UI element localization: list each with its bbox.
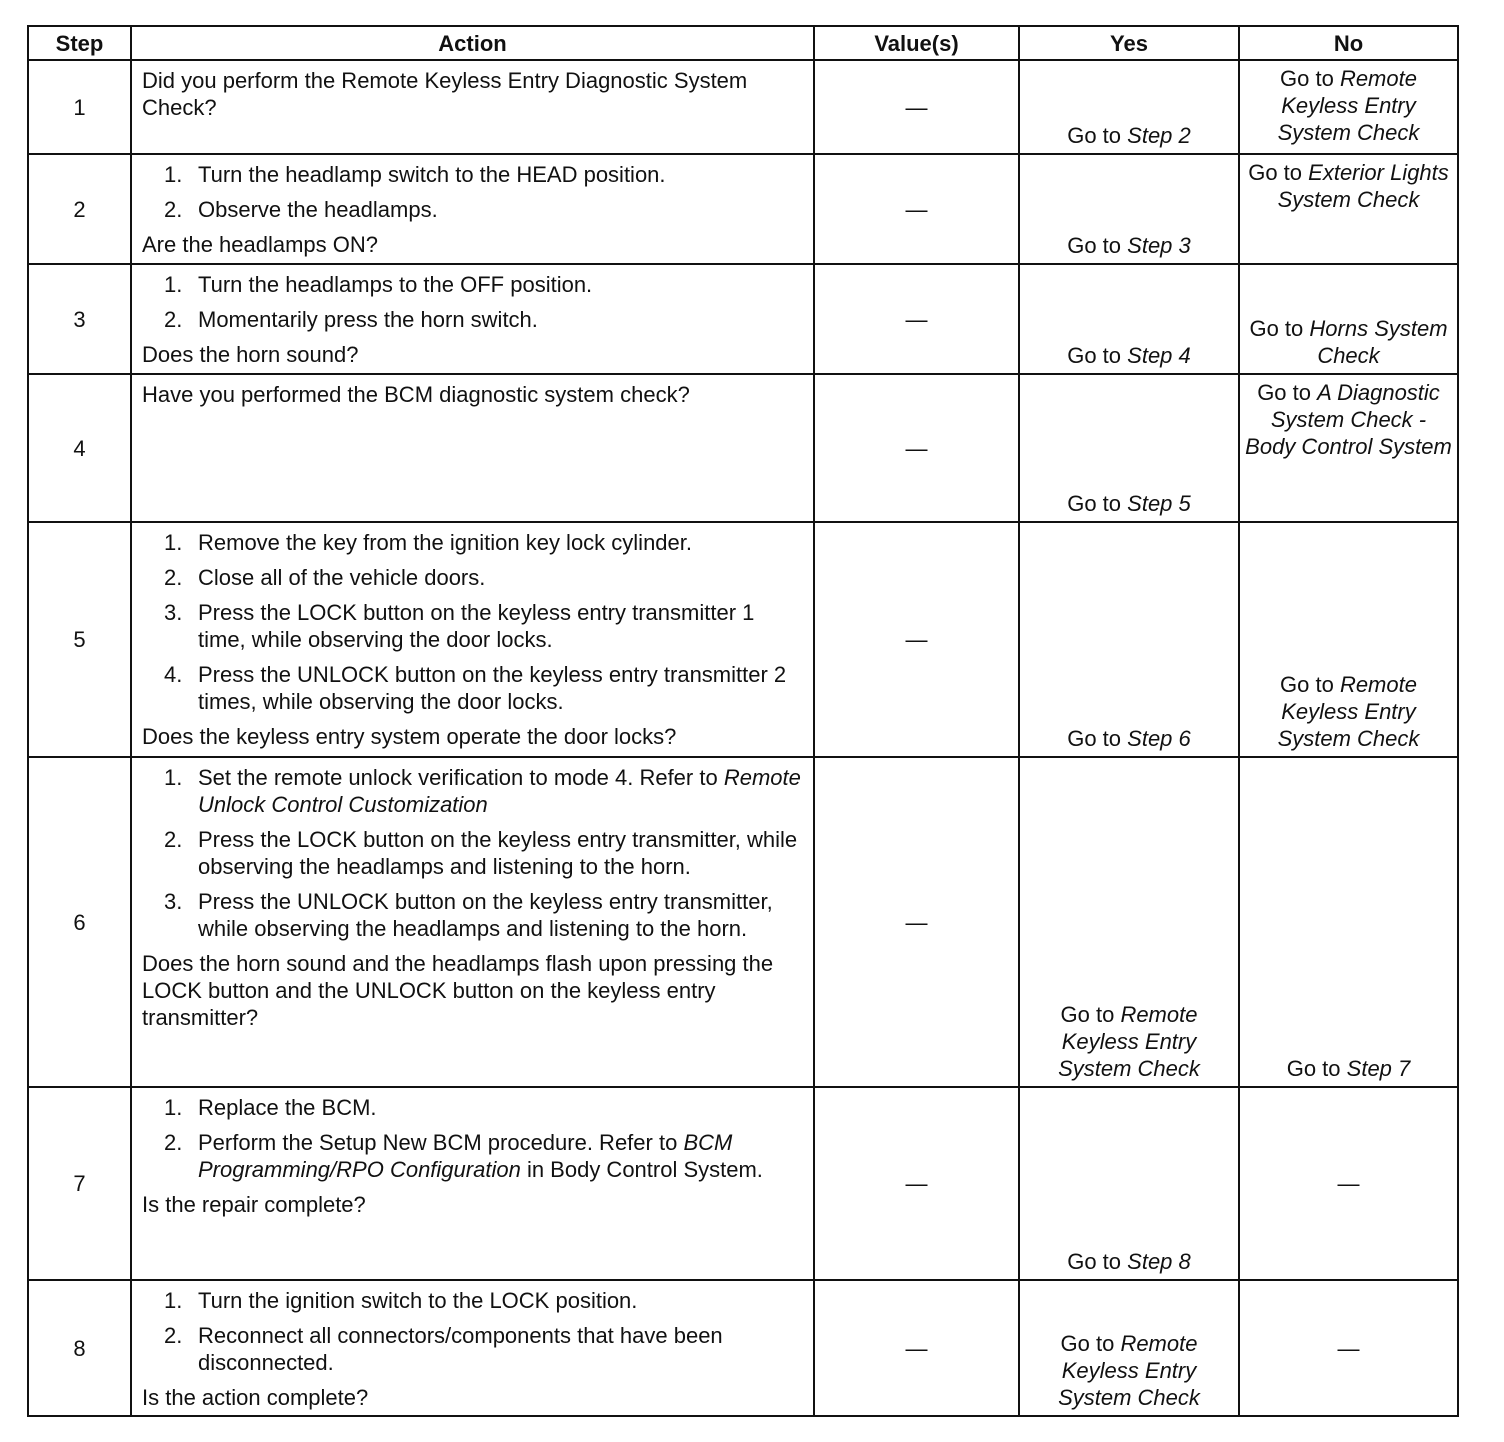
goto-text: Go to — [1248, 160, 1303, 185]
step-index: 2. — [164, 307, 183, 332]
goto-reference: Remote Keyless Entry System Check — [1058, 1331, 1200, 1410]
yes-cell — [1019, 1087, 1239, 1280]
action-steps — [142, 161, 803, 223]
yes-cell — [1019, 264, 1239, 374]
goto-reference: Remote Keyless Entry System Check — [1277, 672, 1420, 751]
step-index: 1. — [164, 530, 183, 555]
action-step — [142, 1094, 803, 1121]
no-cell — [1239, 1280, 1458, 1416]
action-cell — [131, 757, 814, 1087]
action-cell — [131, 1280, 814, 1416]
action-step-text: Turn the headlamps to the OFF position. — [198, 272, 593, 297]
question: Is the repair complete? — [142, 1192, 366, 1217]
action-step — [142, 1287, 803, 1314]
question: Does the horn sound and the headlamps flash upon pressing the LOCK button and the UNLOCK button on the keyless entry transmitter? — [142, 951, 774, 1030]
yes-cell — [1019, 60, 1239, 154]
table-row — [28, 522, 1458, 757]
action-cell — [131, 154, 814, 264]
value-cell: — — [814, 264, 1019, 374]
yes-cell — [1019, 522, 1239, 757]
goto-text: — — [1337, 1171, 1360, 1196]
step-number: 7 — [28, 1087, 131, 1280]
step-number: 1 — [28, 60, 131, 154]
step-index: 2. — [164, 565, 183, 590]
goto-text: Go to — [1060, 1002, 1115, 1027]
goto-text: Go to — [1280, 66, 1334, 91]
step-index: 3. — [164, 889, 183, 914]
question: Are the headlamps ON? — [142, 232, 379, 257]
action-step-text: Reconnect all connectors/components that have been disconnected. — [198, 1323, 723, 1375]
table-row — [28, 154, 1458, 264]
action-step-text: Close all of the vehicle doors. — [198, 565, 486, 590]
no-cell — [1239, 757, 1458, 1087]
question: Have you performed the BCM diagnostic system check? — [142, 382, 690, 407]
step-index: 2. — [164, 197, 183, 222]
action-step-text: Press the UNLOCK button on the keyless entry transmitter 2 times, while observing the door locks. — [198, 662, 787, 714]
action-step-text: Press the LOCK button on the keyless entry transmitter, while observing the headlamps and listening to the horn. — [198, 827, 798, 879]
step-index: 3. — [164, 600, 183, 625]
action-step-suffix: in Body Control System. — [526, 1157, 763, 1182]
action-step-text: Press the UNLOCK button on the keyless entry transmitter, while observing the headlamps and listening to the horn. — [198, 889, 773, 941]
action-step — [142, 1322, 803, 1376]
goto-reference: Remote Keyless Entry System Check — [1277, 66, 1420, 145]
reference: Remote Unlock Control Customization — [198, 765, 801, 817]
step-index: 1. — [164, 272, 183, 297]
yes-cell — [1019, 374, 1239, 522]
action-steps — [142, 1287, 803, 1376]
goto-text: — — [1337, 1335, 1360, 1361]
step-index: 1. — [164, 1288, 183, 1313]
step-number: 3 — [28, 264, 131, 374]
action-step — [142, 564, 803, 591]
question: Does the horn sound? — [142, 342, 359, 367]
goto-reference: Step 4 — [1127, 343, 1191, 368]
goto-text: Go to — [1067, 123, 1122, 148]
action-steps — [142, 529, 803, 715]
step-index: 2. — [164, 1130, 183, 1155]
step-index: 4. — [164, 662, 183, 687]
step-number: 6 — [28, 757, 131, 1087]
action-step — [142, 196, 803, 223]
table-row — [28, 374, 1458, 522]
goto-reference: Step 2 — [1127, 123, 1191, 148]
goto-reference: Step 3 — [1127, 233, 1191, 258]
value-cell: — — [814, 154, 1019, 264]
goto-reference: Step 8 — [1127, 1249, 1191, 1274]
no-cell — [1239, 264, 1458, 374]
action-step-text: Turn the ignition switch to the LOCK position. — [198, 1288, 638, 1313]
table-row — [28, 264, 1458, 374]
action-steps — [142, 271, 803, 333]
step-index: 2. — [164, 827, 183, 852]
action-step — [142, 306, 803, 333]
no-cell — [1239, 60, 1458, 154]
action-step — [142, 529, 803, 556]
action-steps — [142, 764, 803, 942]
action-step — [142, 826, 803, 880]
yes-cell — [1019, 1280, 1239, 1416]
diagnostic-table — [27, 25, 1459, 1417]
action-step-text: Perform the Setup New BCM procedure. Refer to — [198, 1130, 678, 1155]
action-step-text: Press the LOCK button on the keyless entry transmitter 1 time, while observing the door locks. — [198, 600, 755, 652]
goto-reference: Exterior Lights System Check — [1277, 160, 1449, 212]
table-row — [28, 60, 1458, 154]
no-cell — [1239, 1087, 1458, 1280]
header-no: No — [1239, 26, 1458, 60]
value-cell: — — [814, 522, 1019, 757]
goto-text: Go to — [1060, 1331, 1115, 1356]
yes-cell — [1019, 757, 1239, 1087]
action-step-text: Observe the headlamps. — [198, 197, 438, 222]
goto-reference: Remote Keyless Entry System Check — [1058, 1002, 1200, 1081]
no-cell — [1239, 374, 1458, 522]
step-number: 8 — [28, 1280, 131, 1416]
table-row — [28, 757, 1458, 1087]
table-row — [28, 1280, 1458, 1416]
action-step-text: Turn the headlamp switch to the HEAD position. — [198, 162, 666, 187]
question: Is the action complete? — [142, 1385, 369, 1410]
goto-reference: A Diagnostic System Check - Body Control System — [1245, 380, 1452, 459]
goto-reference: Step 5 — [1127, 491, 1191, 516]
question: Does the keyless entry system operate the door locks? — [142, 724, 677, 749]
value-cell: — — [814, 374, 1019, 522]
no-cell — [1239, 522, 1458, 757]
action-cell — [131, 1087, 814, 1280]
action-cell — [131, 522, 814, 757]
action-step — [142, 599, 803, 653]
value-cell: — — [814, 60, 1019, 154]
table-row — [28, 1087, 1458, 1280]
action-step — [142, 161, 803, 188]
action-step — [142, 661, 803, 715]
step-number: 4 — [28, 374, 131, 522]
goto-text: Go to — [1286, 1056, 1341, 1081]
goto-reference: Step 7 — [1346, 1056, 1411, 1081]
header-action: Action — [131, 26, 814, 60]
action-step — [142, 1129, 803, 1183]
header-yes: Yes — [1019, 26, 1239, 60]
step-number: 5 — [28, 522, 131, 757]
goto-text: Go to — [1249, 316, 1304, 341]
action-step — [142, 271, 803, 298]
goto-text: Go to — [1067, 343, 1122, 368]
action-cell — [131, 374, 814, 522]
question: Did you perform the Remote Keyless Entry Diagnostic System Check? — [142, 68, 748, 120]
header-row — [28, 26, 1458, 60]
goto-reference: Horns System Check — [1309, 316, 1448, 368]
action-cell — [131, 264, 814, 374]
action-cell — [131, 60, 814, 154]
action-step — [142, 888, 803, 942]
header-step: Step — [28, 26, 131, 60]
goto-text: Go to — [1067, 491, 1122, 516]
goto-text: Go to — [1280, 672, 1334, 697]
value-cell: — — [814, 1087, 1019, 1280]
value-cell: — — [814, 757, 1019, 1087]
no-cell — [1239, 154, 1458, 264]
reference: BCM Programming/RPO Configuration — [198, 1130, 733, 1182]
goto-text: Go to — [1067, 1249, 1122, 1274]
step-index: 2. — [164, 1323, 183, 1348]
goto-text: Go to — [1067, 233, 1122, 258]
action-step-text: Momentarily press the horn switch. — [198, 307, 538, 332]
step-index: 1. — [164, 1095, 183, 1120]
action-step — [142, 764, 803, 818]
step-index: 1. — [164, 162, 183, 187]
step-index: 1. — [164, 765, 183, 790]
goto-text: Go to — [1257, 380, 1311, 405]
yes-cell — [1019, 154, 1239, 264]
action-step-text: Replace the BCM. — [198, 1095, 377, 1120]
goto-reference: Step 6 — [1127, 726, 1191, 751]
action-steps — [142, 1094, 803, 1183]
goto-text: Go to — [1067, 726, 1122, 751]
header-values: Value(s) — [814, 26, 1019, 60]
value-cell: — — [814, 1280, 1019, 1416]
step-number: 2 — [28, 154, 131, 264]
action-step-text: Remove the key from the ignition key lock cylinder. — [198, 530, 693, 555]
action-step-text: Set the remote unlock verification to mode 4. Refer to — [198, 765, 718, 790]
